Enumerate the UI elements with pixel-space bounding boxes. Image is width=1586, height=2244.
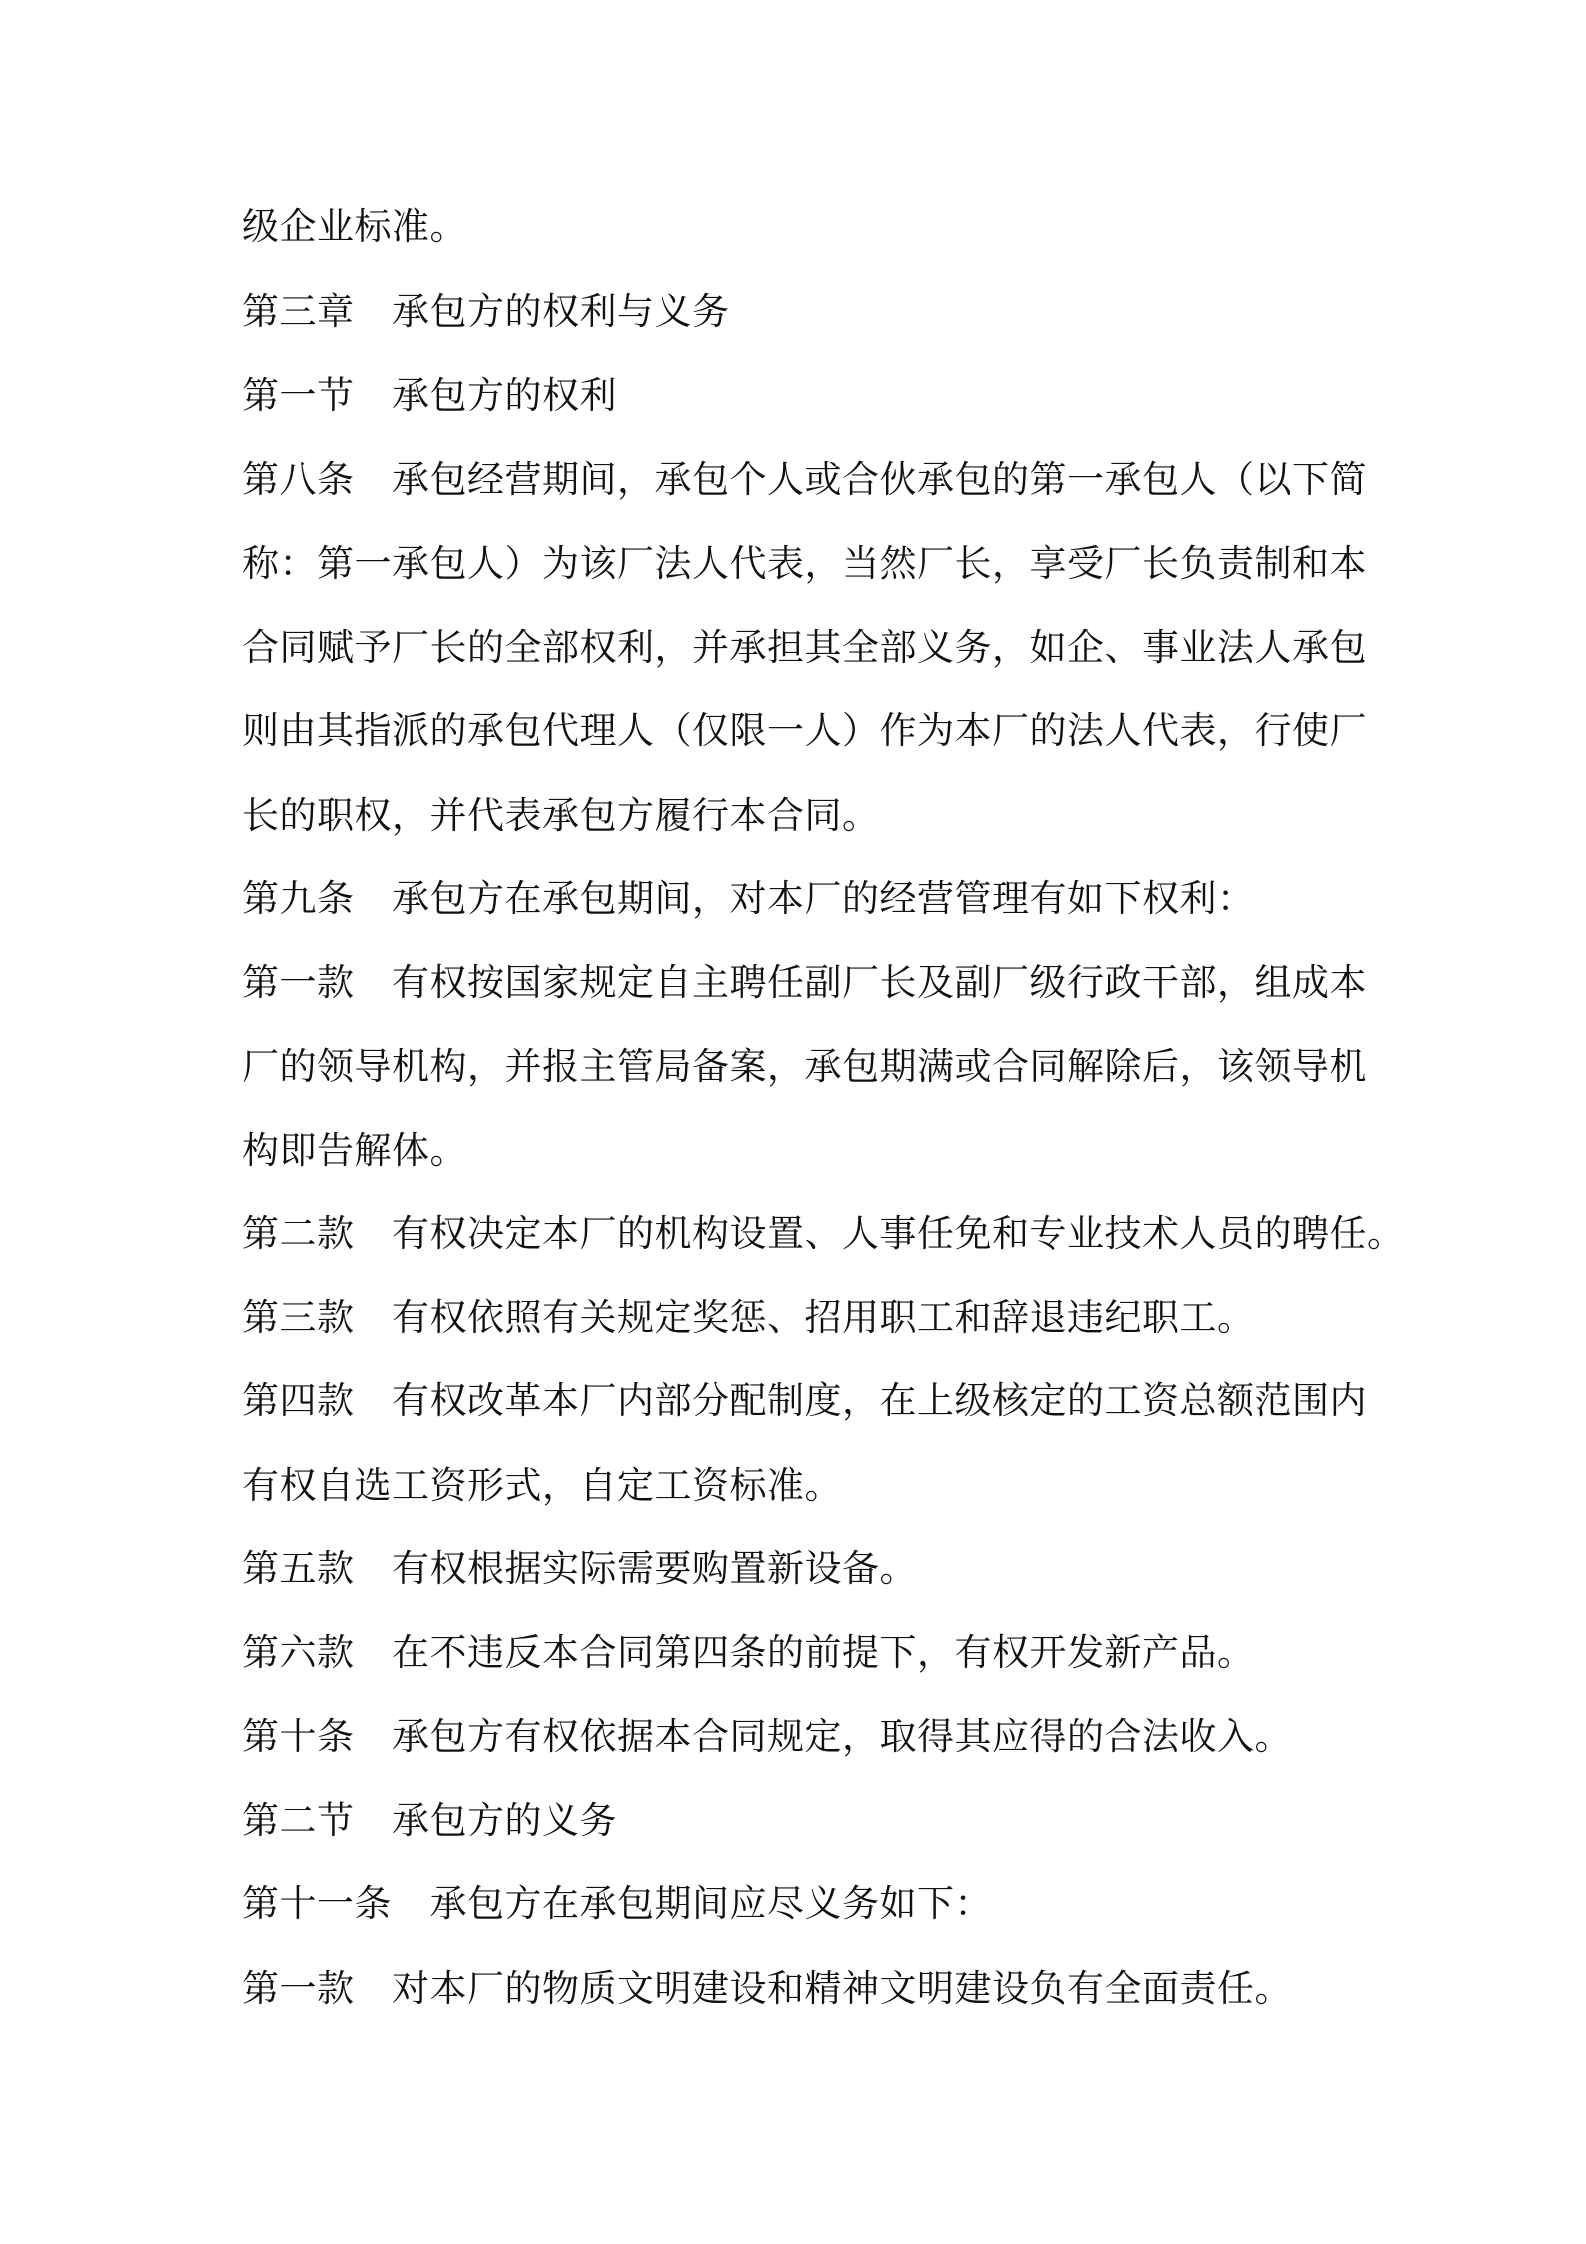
text-line: 第四款 有权改革本厂内部分配制度，在上级核定的工资总额范围内 — [242, 1379, 1367, 1422]
section-heading: 第二节 承包方的义务 — [242, 1799, 617, 1842]
text-line: 第九条 承包方在承包期间，对本厂的经营管理有如下权利： — [242, 877, 1255, 920]
text-line: 第一款 对本厂的物质文明建设和精神文明建设负有全面责任。 — [242, 1967, 1292, 2010]
text-line: 则由其指派的承包代理人（仅限一人）作为本厂的法人代表，行使厂 — [242, 709, 1367, 752]
chapter-heading: 第三章 承包方的权利与义务 — [242, 290, 730, 333]
section-heading: 第一节 承包方的权利 — [242, 374, 617, 417]
text-line: 第三款 有权依照有关规定奖惩、招用职工和辞退违纪职工。 — [242, 1296, 1255, 1339]
text-line: 称：第一承包人）为该厂法人代表，当然厂长，享受厂长负责制和本 — [242, 542, 1367, 585]
text-line: 厂的领导机构，并报主管局备案，承包期满或合同解除后，该领导机 — [242, 1045, 1367, 1088]
text-line: 级企业标准。 — [242, 205, 467, 248]
text-line: 第八条 承包经营期间，承包个人或合伙承包的第一承包人（以下简 — [242, 458, 1367, 501]
text-line: 长的职权，并代表承包方履行本合同。 — [242, 794, 880, 837]
text-line: 第六款 在不违反本合同第四条的前提下，有权开发新产品。 — [242, 1631, 1255, 1674]
text-line: 第十一条 承包方在承包期间应尽义务如下： — [242, 1882, 992, 1925]
text-line: 有权自选工资形式，自定工资标准。 — [242, 1464, 842, 1507]
text-line: 第十条 承包方有权依据本合同规定，取得其应得的合法收入。 — [242, 1715, 1292, 1758]
text-line: 第二款 有权决定本厂的机构设置、人事任免和专业技术人员的聘任。 — [242, 1212, 1405, 1255]
text-line: 第一款 有权按国家规定自主聘任副厂长及副厂级行政干部，组成本 — [242, 961, 1367, 1004]
text-line: 构即告解体。 — [242, 1129, 467, 1172]
text-line: 第五款 有权根据实际需要购置新设备。 — [242, 1547, 917, 1590]
text-line: 合同赋予厂长的全部权利，并承担其全部义务，如企、事业法人承包 — [242, 626, 1367, 669]
